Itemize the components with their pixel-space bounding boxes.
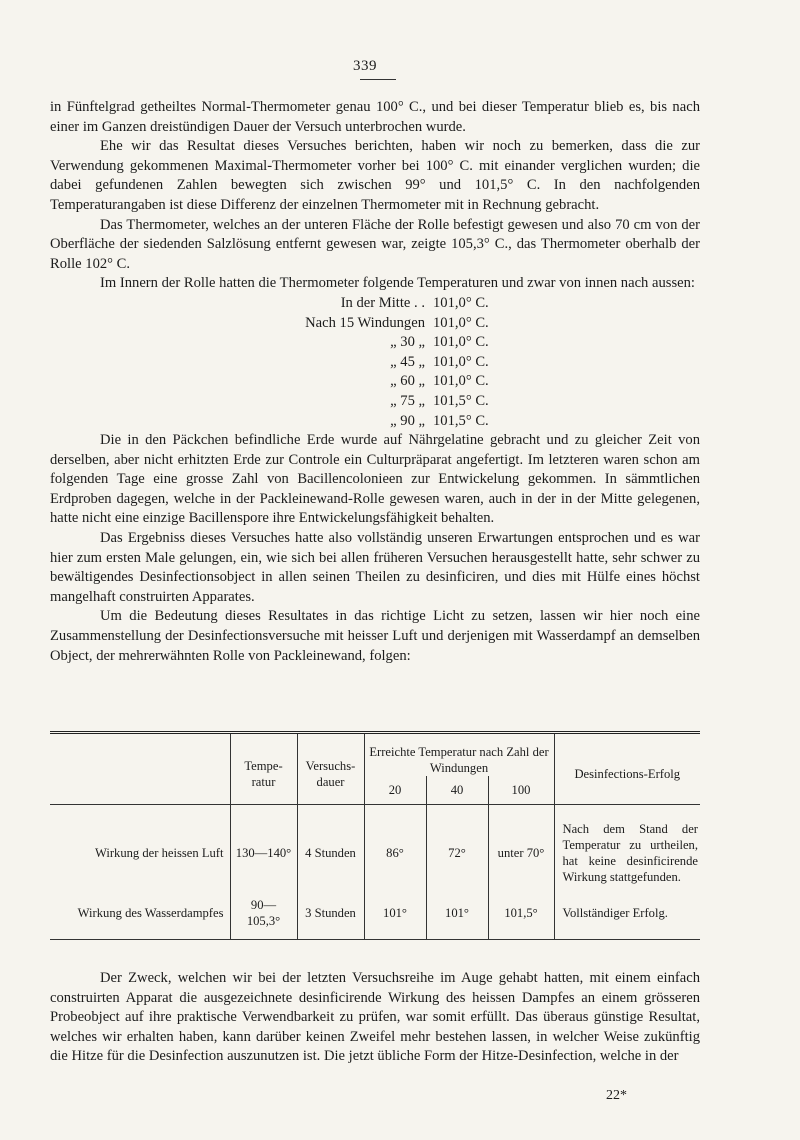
temperature-value: 101,0° C. bbox=[433, 334, 489, 351]
header-empty bbox=[50, 734, 230, 805]
row-label: Wirkung des Wasserdampfes bbox=[77, 906, 224, 920]
temperature-label: „ 90 „ bbox=[390, 412, 425, 429]
paragraph-4: Im Innern der Rolle hatten die Thermometer folgende Temperaturen und zwar von innen nach aussen: bbox=[100, 275, 695, 292]
row-result: Vollständiger Erfolg. bbox=[554, 885, 700, 939]
paragraph-3: Das Thermometer, welches an der unteren Fläche der Rolle befestigt gewesen und also 70 cm von der Oberfläche der siedenden Salzlösung entfernt gewesen war, zeigte 105,3° C., das Thermometer oberhalb der Rolle 102° C. bbox=[50, 216, 700, 272]
temperature-label: Nach 15 Windungen bbox=[305, 314, 425, 331]
paragraph-5: Die in den Päckchen befindliche Erde wurde auf Nährgelatine gebracht und zu gleicher Zeit von derselben, aber nicht erhitzten Erde zur Controle ein Culturpräparat angefertigt. Im letzteren waren schon am folgenden Tage eine grosse Zahl von Bacillencolonieen zur Entwickelung gekommen. In sämmtlichen Erdproben dagegen, welche in der Packleinewand-Rolle gewesen waren, auch in der in der Mitte gelegenen, hatte nicht eine einzige Bacillenspore ihre Entwickelungsfähigkeit behalten. bbox=[50, 432, 700, 527]
header-reached-temperature: Erreichte Temperatur nach Zahl der Windungen bbox=[364, 734, 554, 776]
page-number-rule bbox=[360, 79, 396, 80]
temperature-label: „ 30 „ bbox=[390, 334, 425, 351]
comparison-table-wrap bbox=[50, 731, 700, 940]
paragraph-2: Ehe wir das Resultat dieses Versuches berichten, haben wir noch zu bemerken, dass die zur Verwendung gekommenen Maximal-Thermometer vorher bei 100° C. mit einander verglichen wurden; die dabei gefundenen Zahlen bewegten sich zwischen 99° und 101,5° C. In den nachfolgenden Temperaturangaben ist diese Differenz der einzelnen Thermometer mit in Rechnung gebracht. bbox=[50, 138, 700, 213]
row-t100: unter 70° bbox=[488, 805, 554, 886]
header-dauer: Versuchs-dauer bbox=[297, 734, 364, 805]
temperature-row bbox=[50, 372, 700, 392]
temperature-row bbox=[50, 333, 700, 353]
temperature-row bbox=[50, 392, 700, 412]
body-text bbox=[50, 98, 700, 666]
row-duration: 4 Stunden bbox=[297, 805, 364, 886]
row-result: Nach dem Stand der Temperatur zu urtheilen, hat keine desinficirende Wirkung stattgefunden. bbox=[554, 805, 700, 886]
paragraph-8: Der Zweck, welchen wir bei der letzten Versuchsreihe im Auge gehabt hatten, mit einem einfach construirten Apparat die ausgezeichnete desinficirende Wirkung des heissen Dampfes an einem grösseren Probeobject auf ihre praktische Verwendbarkeit zu prüfen, war somit erfüllt. Das überaus günstige Resultat, welches wir erhalten haben, kann darüber keinen Zweifel mehr bestehen lassen, in welcher Weise zukünftig die Hitze für die Desinfection auszunutzen ist. Die jetzt übliche Form der Hitze-Desinfection, welche in der bbox=[50, 970, 700, 1065]
temperature-value: 101,0° C. bbox=[433, 314, 489, 331]
temperature-label: „ 45 „ bbox=[390, 353, 425, 370]
temperature-value: 101,0° C. bbox=[433, 373, 489, 390]
page-number: 339 bbox=[353, 58, 377, 74]
temperature-label: In der Mitte . . bbox=[340, 294, 425, 311]
header-windings-20: 20 bbox=[364, 776, 426, 805]
closing-text bbox=[50, 969, 700, 1067]
paragraph-1: in Fünftelgrad getheiltes Normal-Thermometer genau 100° C., und bei dieser Temperatur blieb es, bis nach einer im Ganzen dreistündigen Dauer der Versuch unterbrochen wurde. bbox=[50, 99, 700, 135]
row-label: Wirkung der heissen Luft bbox=[50, 805, 230, 886]
paragraph-6: Das Ergebniss dieses Versuches hatte also vollständig unseren Erwartungen entsprochen und es war hier zum ersten Male gelungen, ein, wie sich bei allen früheren Versuchen herausgestellt hatte, sehr schwer zu bewältigendes Desinfectionsobject in allen seinen Theilen zu desinficiren, und dies mit Hülfe eines höchst mangelhaft construirten Apparates. bbox=[50, 530, 700, 605]
row-t100: 101,5° bbox=[488, 885, 554, 939]
row-temp: 130—140° bbox=[230, 805, 297, 886]
table-row bbox=[50, 805, 700, 886]
header-windings-100: 100 bbox=[488, 776, 554, 805]
table-bottom-rule bbox=[50, 939, 700, 940]
temperature-row bbox=[50, 314, 700, 334]
temperature-label: „ 60 „ bbox=[390, 373, 425, 390]
header-erfolg: Desinfections-Erfolg bbox=[554, 734, 700, 805]
row-temp: 90—105,3° bbox=[230, 885, 297, 939]
signature-mark: 22* bbox=[606, 1088, 627, 1103]
temperature-row bbox=[50, 353, 700, 373]
temperature-row bbox=[50, 294, 700, 314]
header-temperatur: Tempe-ratur bbox=[230, 734, 297, 805]
row-t40: 101° bbox=[426, 885, 488, 939]
row-duration: 3 Stunden bbox=[297, 885, 364, 939]
row-t40: 72° bbox=[426, 805, 488, 886]
table-row bbox=[50, 885, 700, 939]
temperature-value: 101,0° C. bbox=[433, 294, 489, 311]
row-t20: 101° bbox=[364, 885, 426, 939]
temperature-value: 101,0° C. bbox=[433, 353, 489, 370]
temperature-list bbox=[50, 294, 700, 431]
row-t20: 86° bbox=[364, 805, 426, 886]
temperature-value: 101,5° C. bbox=[433, 412, 489, 429]
header-windings-40: 40 bbox=[426, 776, 488, 805]
comparison-table bbox=[50, 734, 700, 939]
temperature-label: „ 75 „ bbox=[390, 392, 425, 409]
paragraph-7: Um die Bedeutung dieses Resultates in das richtige Licht zu setzen, lassen wir hier noch eine Zusammenstellung der Desinfectionsversuche mit heisser Luft und derjenigen mit Wasserdampf an demselben Object, der mehrerwähnten Rolle von Packleinewand, folgen: bbox=[50, 608, 700, 664]
temperature-row bbox=[50, 412, 700, 432]
temperature-value: 101,5° C. bbox=[433, 392, 489, 409]
